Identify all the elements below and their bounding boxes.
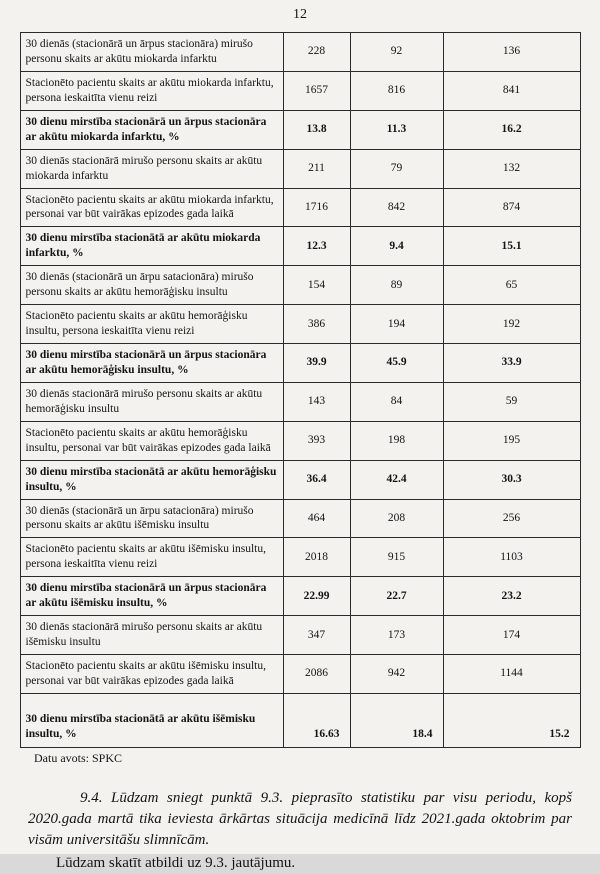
table-row <box>20 655 580 694</box>
value-cell: 36.4 <box>283 460 350 499</box>
value-cell: 12.3 <box>283 227 350 266</box>
table-row <box>20 460 580 499</box>
row-label: Stacionēto pacientu skaits ar akūtu miokarda infarktu, persona ieskaitīta vienu reizi <box>20 71 283 110</box>
value-cell: 256 <box>443 499 580 538</box>
value-cell: 208 <box>350 499 443 538</box>
value-cell: 65 <box>443 266 580 305</box>
value-cell: 59 <box>443 382 580 421</box>
value-cell: 39.9 <box>283 344 350 383</box>
table-row <box>20 266 580 305</box>
table-row <box>20 382 580 421</box>
row-label: 30 dienu mirstība stacionātā ar akūtu išēmisku insultu, % <box>20 693 283 747</box>
table-row <box>20 693 580 747</box>
value-cell: 393 <box>283 421 350 460</box>
value-cell: 1103 <box>443 538 580 577</box>
value-cell: 136 <box>443 33 580 72</box>
value-cell: 79 <box>350 149 443 188</box>
value-cell: 33.9 <box>443 344 580 383</box>
value-cell: 15.1 <box>443 227 580 266</box>
value-cell: 228 <box>283 33 350 72</box>
value-cell: 84 <box>350 382 443 421</box>
value-cell: 198 <box>350 421 443 460</box>
value-cell: 11.3 <box>350 110 443 149</box>
value-cell: 842 <box>350 188 443 227</box>
page-number: 12 <box>293 7 307 22</box>
table-row <box>20 616 580 655</box>
value-cell: 16.2 <box>443 110 580 149</box>
value-cell: 92 <box>350 33 443 72</box>
row-label: Stacionēto pacientu skaits ar akūtu hemorāģisku insultu, personai var būt vairākas epizodes gada laikā <box>20 421 283 460</box>
value-cell: 9.4 <box>350 227 443 266</box>
table-row <box>20 110 580 149</box>
value-cell: 22.99 <box>283 577 350 616</box>
statistics-table <box>20 32 581 748</box>
value-cell: 874 <box>443 188 580 227</box>
value-cell: 16.63 <box>283 693 350 747</box>
value-cell: 1657 <box>283 71 350 110</box>
value-cell: 15.2 <box>443 693 580 747</box>
row-label: 30 dienu mirstība stacionārā un ārpus stacionāra ar akūtu miokarda infarktu, % <box>20 110 283 149</box>
value-cell: 347 <box>283 616 350 655</box>
table-row <box>20 227 580 266</box>
table-row <box>20 538 580 577</box>
row-label: Stacionēto pacientu skaits ar akūtu išēmisku insultu, personai var būt vairākas epizodes gada laikā <box>20 655 283 694</box>
table-row <box>20 577 580 616</box>
value-cell: 386 <box>283 305 350 344</box>
row-label: Stacionēto pacientu skaits ar akūtu išēmisku insultu, persona ieskaitīta vienu reizi <box>20 538 283 577</box>
row-label: Stacionēto pacientu skaits ar akūtu miokarda infarktu, personai var būt vairākas epizodes gada laikā <box>20 188 283 227</box>
value-cell: 1144 <box>443 655 580 694</box>
table-row <box>20 71 580 110</box>
value-cell: 1716 <box>283 188 350 227</box>
value-cell: 2086 <box>283 655 350 694</box>
value-cell: 45.9 <box>350 344 443 383</box>
row-label: 30 dienās (stacionārā un ārpus stacionāra) mirušo personu skaits ar akūtu miokarda infarktu <box>20 33 283 72</box>
row-label: 30 dienās stacionārā mirušo personu skaits ar akūtu išēmisku insultu <box>20 616 283 655</box>
value-cell: 194 <box>350 305 443 344</box>
value-cell: 18.4 <box>350 693 443 747</box>
table-row <box>20 33 580 72</box>
table-body <box>20 33 580 748</box>
value-cell: 13.8 <box>283 110 350 149</box>
table-row <box>20 149 580 188</box>
value-cell: 173 <box>350 616 443 655</box>
answer-paragraph: Lūdzam skatīt atbildi uz 9.3. jautājumu. <box>56 854 296 871</box>
row-label: 30 dienu mirstība stacionātā ar akūtu miokarda infarktu, % <box>20 227 283 266</box>
value-cell: 841 <box>443 71 580 110</box>
value-cell: 143 <box>283 382 350 421</box>
value-cell: 30.3 <box>443 460 580 499</box>
row-label: 30 dienās (stacionārā un ārpu satacionāra) mirušo personu skaits ar akūtu išēmisku insultu <box>20 499 283 538</box>
value-cell: 211 <box>283 149 350 188</box>
table-row <box>20 188 580 227</box>
row-label: 30 dienu mirstība stacionārā un ārpus stacionāra ar akūtu hemorāģisku insultu, % <box>20 344 283 383</box>
value-cell: 464 <box>283 499 350 538</box>
value-cell: 2018 <box>283 538 350 577</box>
value-cell: 195 <box>443 421 580 460</box>
value-cell: 22.7 <box>350 577 443 616</box>
value-cell: 192 <box>443 305 580 344</box>
row-label: 30 dienu mirstība stacionārā un ārpus stacionāra ar akūtu išēmisku insultu, % <box>20 577 283 616</box>
row-label: 30 dienu mirstība stacionātā ar akūtu hemorāģisku insultu, % <box>20 460 283 499</box>
row-label: 30 dienās (stacionārā un ārpu satacionāra) mirušo personu skaits ar akūtu hemorāģisku insultu <box>20 266 283 305</box>
table-row <box>20 499 580 538</box>
question-9-4-paragraph: 9.4. Lūdzam sniegt punktā 9.3. pieprasīto statistiku par visu periodu, kopš 2020.gada martā tika ieviesta ārkārtas situācija medicīnā līdz 2021.gada oktobrim par visām universitāšu slimnīcām. <box>28 789 572 848</box>
value-cell: 915 <box>350 538 443 577</box>
value-cell: 132 <box>443 149 580 188</box>
table-row <box>20 421 580 460</box>
data-source-note: Datu avots: SPKC <box>34 750 123 765</box>
row-label: 30 dienās stacionārā mirušo personu skaits ar akūtu hemorāģisku insultu <box>20 382 283 421</box>
value-cell: 942 <box>350 655 443 694</box>
row-label: Stacionēto pacientu skaits ar akūtu hemorāģisku insultu, persona ieskaitīta vienu reizi <box>20 305 283 344</box>
value-cell: 89 <box>350 266 443 305</box>
row-label: 30 dienās stacionārā mirušo personu skaits ar akūtu miokarda infarktu <box>20 149 283 188</box>
value-cell: 816 <box>350 71 443 110</box>
value-cell: 23.2 <box>443 577 580 616</box>
table-row <box>20 305 580 344</box>
value-cell: 42.4 <box>350 460 443 499</box>
value-cell: 174 <box>443 616 580 655</box>
table-row <box>20 344 580 383</box>
value-cell: 154 <box>283 266 350 305</box>
